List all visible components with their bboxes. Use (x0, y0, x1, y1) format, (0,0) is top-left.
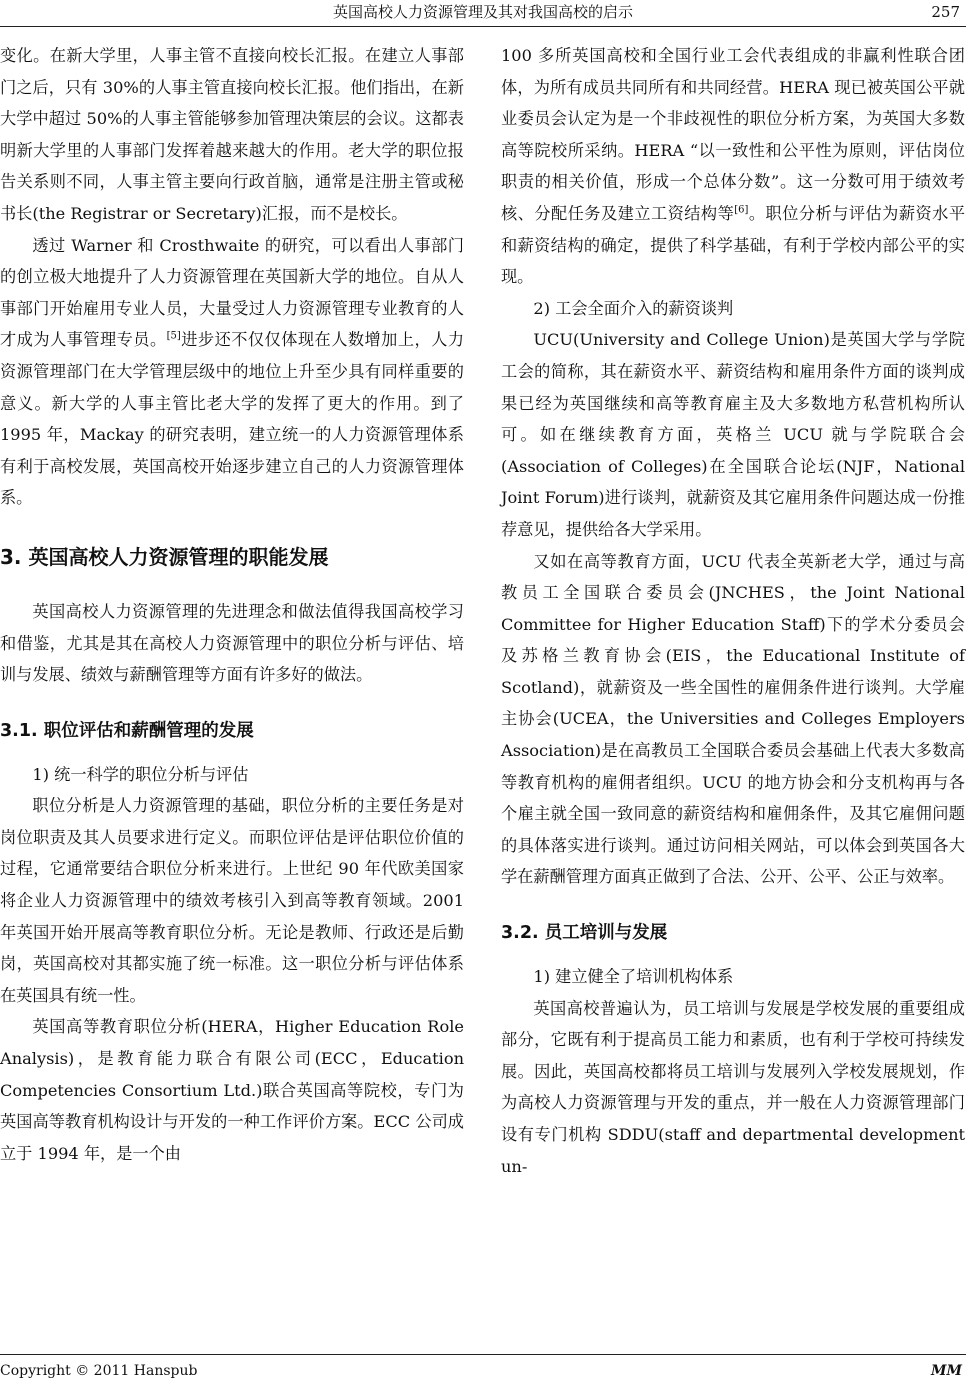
left-column (0, 40, 464, 1169)
journal-abbrev: MM (931, 1363, 962, 1379)
paragraph-text: 100 多所英国高校和全国行业工会代表组成的非赢利性联合团体，为所有成员共同所有和共同经营。HERA 现已被英国公平就业委员会认定为是一个非歧视性的职位分析方案，为英国大多数高等院校所采纳。HERA “以一致性和公平性为原则，评估岗位职责的相关价值，形成一个总体分数”。这一分数可用于绩效考核、分配任务及建立工资结构等 (501, 46, 965, 223)
copyright-notice: Copyright © 2011 Hanspub (0, 1363, 198, 1379)
list-item-heading: 1) 建立健全了培训机构体系 (533, 967, 734, 987)
list-item-heading: 1) 统一科学的职位分析与评估 (32, 764, 249, 784)
paragraph-text: 进步还不仅仅体现在人数增加上，人力资源管理部门在大学管理层级中的地位上升至少具有同样重要的意义。新大学的人事主管比老大学的发挥了更大的作用。到了 1995 年，Mackay 的研究表明，建立统一的人力资源管理体系有利于高校发展，英国高校开始逐步建立自己的人力资源管理体系。 (0, 330, 465, 508)
running-header (0, 0, 966, 27)
paragraph: 英国高校普遍认为，员工培训与发展是学校发展的重要组成部分，它既有利于提高员工能力和素质，也有利于学校可持续发展。因此，英国高校都将员工培训与发展列入学校发展规划，作为高校人力资源管理与开发的重点，并一般在人力资源管理部门设有专门机构 SDDU(staff and departmental development un- (501, 998, 965, 1176)
subsection-heading: 3.1. 职位评估和薪酬管理的发展 (0, 720, 254, 741)
paragraph (0, 230, 464, 514)
subsection-heading: 3.2. 员工培训与发展 (501, 923, 668, 944)
section-heading: 3. 英国高校人力资源管理的职能发展 (0, 544, 329, 569)
list-item-heading: 2) 工会全面介入的薪资谈判 (533, 298, 734, 318)
citation-ref[interactable]: [5] (166, 330, 181, 342)
page-number: 257 (931, 3, 960, 21)
right-column (501, 40, 965, 1182)
paragraph: 英国高校人力资源管理的先进理念和做法值得我国高校学习和借鉴，尤其是其在高校人力资源管理中的职位分析与评估、培训与发展、绩效与薪酬管理等方面有许多好的做法。 (0, 601, 464, 685)
paragraph-text: 透过 Warner 和 Crosthwaite 的研究，可以看出人事部门的创立极大地提升了人力资源管理在英国新大学的地位。自从人事部门开始雇用专业人员，大量受过人力资源管理专业教育的人才成为人事管理专员。 (0, 235, 464, 350)
paragraph-text: 。职位分析与评估为薪资水平和薪资结构的确定，提供了科学基础，有利于学校内部公平的实现。 (501, 203, 966, 287)
paragraph: 又如在高等教育方面，UCU 代表全英新老大学，通过与高教员工全国联合委员会(JNCHES，the Joint National Committee for Higher Education Staff)下的学术分委员会及苏格兰教育协会(EIS，the Educational Institute of Scotland)，就薪资及一些全国性的雇佣条件进行谈判。大学雇主协会(UCEA，the Universities and Colleges Employers Association)是在高教员工全国联合委员会基础上代表大多数高等教育机构的雇佣者组织。UCU 的地方协会和分支机构再与各个雇主就全国一致同意的薪资结构和雇佣条件，及其它雇佣问题的具体落实进行谈判。通过访问相关网站，可以体会到英国各大学在薪酬管理方面真正做到了合法、公开、公平、公正与效率。 (501, 551, 965, 887)
paragraph: UCU(University and College Union)是英国大学与学院工会的简称，其在薪资水平、薪资结构和雇用条件方面的谈判成果已经为英国继续和高等教育雇主及大多数地方私营机构所认可。如在继续教育方面，英格兰 UCU 就与学院联合会(Association of Colleges)在全国联合论坛(NJF，National Joint Forum)进行谈判，就薪资及其它雇用条件问题达成一份推荐意见，提供给各大学采用。 (501, 330, 965, 539)
page-footer (0, 1354, 966, 1385)
paragraph: 英国高等教育职位分析(HERA，Higher Education Role Analysis)，是教育能力联合有限公司(ECC，Education Competencies Consortium Ltd.)联合英国高等院校，专门为英国高等教育机构设计与开发的一种工作评价方案。ECC 公司成立于 1994 年，是一个由 (0, 1017, 464, 1163)
citation-ref[interactable]: [6] (734, 204, 749, 216)
paragraph: 职位分析是人力资源管理的基础，职位分析的主要任务是对岗位职责及其人员要求进行定义。而职位评估是评估职位价值的过程，它通常要结合职位分析来进行。上世纪 90 年代欧美国家将企业人力资源管理中的绩效考核引入到高等教育领域。2001 年英国开始开展高等教育职位分析。无论是教师、行政还是后勤岗，英国高校对其都实施了统一标准。这一职位分析与评估体系在英国具有统一性。 (0, 796, 464, 1005)
header-title: 英国高校人力资源管理及其对我国高校的启示 (332, 3, 633, 21)
paragraph (501, 40, 965, 293)
paragraph: 变化。在新大学里，人事主管不直接向校长汇报。在建立人事部门之后，只有 30%的人事主管直接向校长汇报。他们指出，在新大学中超过 50%的人事主管能够参加管理决策层的会议。这都表明新大学里的人事部门发挥着越来越大的作用。老大学的职位报告关系则不同，人事主管主要向行政首脑，通常是注册主管或秘书长(the Registrar or Secretary)汇报，而不是校长。 (0, 46, 464, 223)
